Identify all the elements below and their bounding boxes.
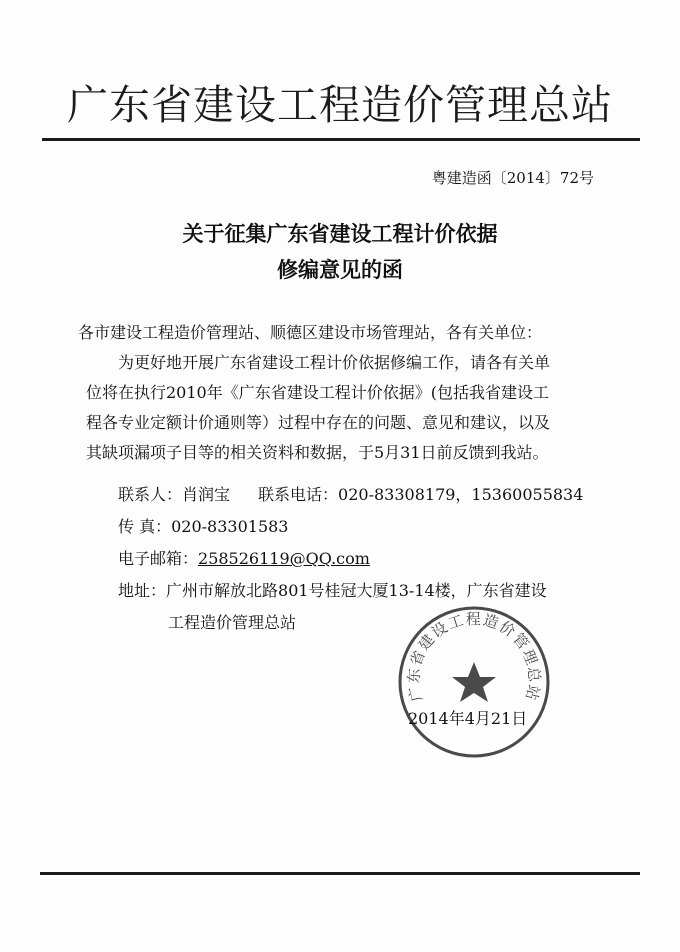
contact-phone-label: 联系电话： bbox=[258, 485, 339, 504]
contact-person-label: 联系人： bbox=[118, 485, 183, 504]
footer-rule bbox=[40, 872, 640, 875]
contact-person-name: 肖润宝 bbox=[182, 485, 231, 504]
address-row bbox=[118, 578, 547, 601]
official-seal-stamp bbox=[394, 602, 554, 762]
fax-value: 020-83301583 bbox=[171, 517, 289, 536]
seal-text: 广东省建设工程造价管理总站 bbox=[404, 610, 544, 704]
email-row bbox=[118, 546, 370, 569]
address-row-continued bbox=[168, 610, 296, 633]
address-line-2: 工程造价管理总站 bbox=[168, 613, 297, 632]
subject-line-1: 关于征集广东省建设工程计价依据 bbox=[182, 222, 498, 246]
salutation: 各市建设工程造价管理站、顺德区建设市场管理站，各有关单位： bbox=[78, 323, 543, 342]
contact-phone-value: 020-83308179，15360055834 bbox=[338, 485, 584, 504]
fax-row bbox=[118, 514, 288, 537]
paragraph-line: 其缺项漏项子目等的相关资料和数据，于5月31日前反馈到我站。 bbox=[86, 443, 549, 462]
fax-label: 传 真： bbox=[118, 517, 172, 536]
letter-date: 2014年4月21日 bbox=[408, 709, 528, 728]
seal-star-icon bbox=[452, 662, 496, 702]
letter-body bbox=[78, 318, 606, 468]
subject-line-2: 修编意见的函 bbox=[277, 258, 403, 282]
contact-person-row bbox=[118, 482, 583, 505]
subject-heading bbox=[0, 216, 680, 288]
address-line-1: 广州市解放北路801号桂冠大厦13-14楼，广东省建设 bbox=[166, 581, 547, 600]
paragraph-line: 位将在执行2010年《广东省建设工程计价依据》(包括我省建设工 bbox=[86, 383, 549, 402]
paragraph-line: 为更好地开展广东省建设工程计价依据修编工作，请各有关单 bbox=[118, 353, 551, 372]
email-link[interactable]: 258526119@QQ.com bbox=[198, 549, 370, 568]
letterhead-title: 广东省建设工程造价管理总站 bbox=[67, 81, 613, 129]
document-number: 粤建造函〔2014〕72号 bbox=[431, 169, 594, 187]
paragraph-line: 程各专业定额计价通则等）过程中存在的问题、意见和建议，以及 bbox=[86, 413, 551, 432]
address-label: 地址： bbox=[118, 581, 167, 600]
letterhead-rule bbox=[42, 138, 640, 141]
email-label: 电子邮箱： bbox=[118, 549, 199, 568]
